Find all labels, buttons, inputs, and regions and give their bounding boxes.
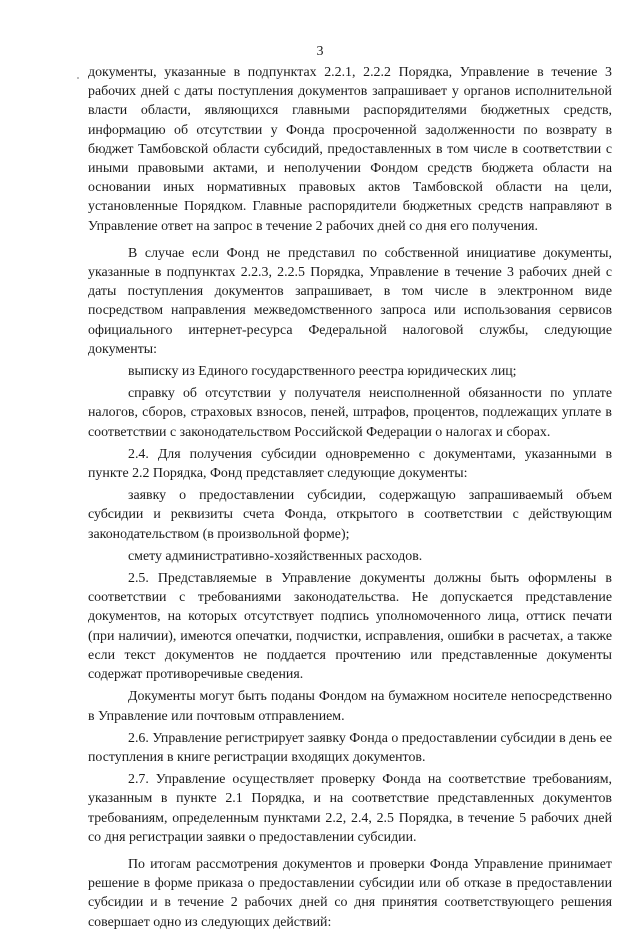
paragraph-application: заявку о предоставлении субсидии, содержащую запрашиваемый объем субсидии и реквизиты счета Фонда, открытого в соответствии с действующим законодательством (в произвольной форме); bbox=[88, 488, 612, 542]
paragraph-decision: По итогам рассмотрения документов и проверки Фонда Управление принимает решение в форме приказа о предоставлении субсидии или об отказе в предоставлении субсидии и в течение 2 рабочих дней со дня принятия соответствующего решения совершает одно из следующих действий: bbox=[88, 856, 612, 930]
body-text bbox=[88, 63, 612, 932]
paragraph-2-5: 2.5. Представляемые в Управление документы должны быть оформлены в соответствии с требованиями законодательства. Не допускается представление документов, на которых отсутствует подпись уполномоченного лица, оттиск печати (при наличии), имеются опечатки, подчистки, исправления, ошибки в расчетах, а также если текст документов не поддается прочтению или представленные документы содержат противоречивые сведения. bbox=[88, 571, 612, 683]
paragraph-2-7: 2.7. Управление осуществляет проверку Фонда на соответствие требованиям, указанным в пункте 2.1 Порядка, и на соответствие представленных документов требованиям, определенным пунктами 2.2, 2.4, 2.5 Порядка, в течение 5 рабочих дней со дня регистрации заявки о предоставлении субсидии. bbox=[88, 772, 612, 845]
paragraph-2-6: 2.6. Управление регистрирует заявку Фонда о предоставлении субсидии в день ее поступления в книге регистрации входящих документов. bbox=[88, 730, 612, 765]
page-number: 3 bbox=[316, 44, 324, 59]
paragraph-continuation: документы, указанные в подпунктах 2.2.1, 2.2.2 Порядка, Управление в течение 3 рабочих дней с даты поступления документов запрашивает у органов исполнительной власти области, являющихся главными распорядителями бюджетных средств, информацию об отсутствии у Фонда просроченной задолженности по возврату в бюджет Тамбовской области субсидий, предоставленных в том числе в соответствии с иными правовыми актами, и неполучении Фондом средств бюджета области на основании иных нормативных правовых актов Тамбовской области на цели, установленные Порядком. Главные распорядители бюджетных средств направляют в Управление ответ на запрос в течение 2 рабочих дней со дня его получения. bbox=[88, 65, 612, 234]
paragraph-submission-method: Документы могут быть поданы Фондом на бумажном носителе непосредственно в Управление или почтовым отправлением. bbox=[88, 689, 612, 724]
paragraph-2-4: 2.4. Для получения субсидии одновременно с документами, указанными в пункте 2.2 Порядка, Фонд представляет следующие документы: bbox=[88, 446, 612, 482]
paragraph-tax-certificate: справку об отсутствии у получателя неисполненной обязанности по уплате налогов, сборов, страховых взносов, пеней, штрафов, процентов, подлежащих уплате в соответствии с законодательством Российской Федерации о налогах и сборах. bbox=[88, 386, 612, 440]
paragraph-expense-estimate: смету административно-хозяйственных расходов. bbox=[128, 548, 423, 564]
paragraph-fund-not-submitted: В случае если Фонд не представил по собственной инициативе документы, указанные в подпунктах 2.2.3, 2.2.5 Порядка, Управление в течение 3 рабочих дней с даты поступления документов запрашивает, в том числе в электронном виде посредством направления межведомственного запроса или использования сервисов официального интернет-ресурса Федеральной налоговой службы, следующие документы: bbox=[88, 245, 612, 357]
paragraph-registry-extract: выписку из Единого государственного реестра юридических лиц; bbox=[128, 364, 517, 380]
scan-speck bbox=[77, 77, 79, 79]
